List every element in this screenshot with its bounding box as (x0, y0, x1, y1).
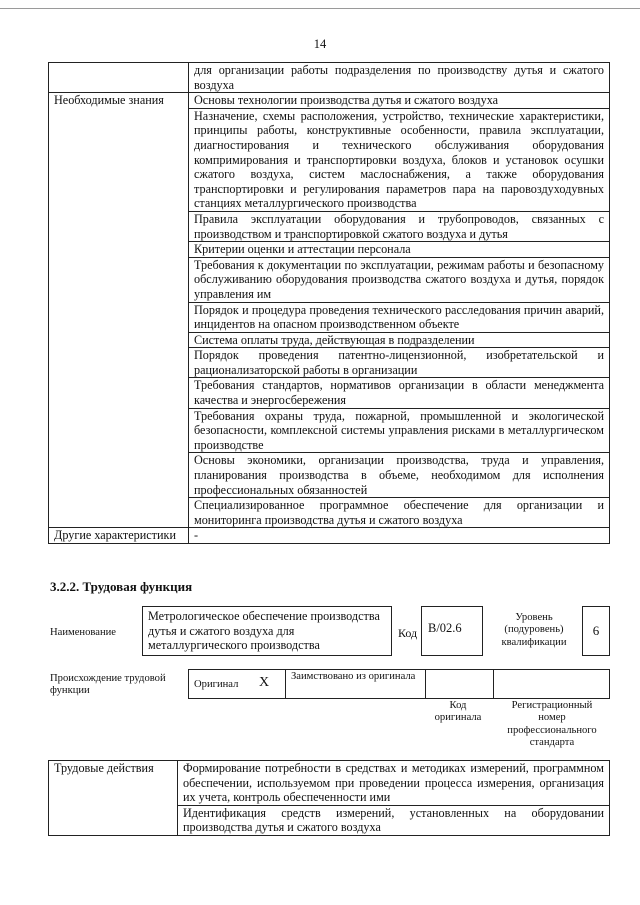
knowledge-item: Специализированное программное обеспечение для организации и мониторинга производства дутья и сжатого воздуха (189, 498, 610, 528)
other-characteristics-value: - (189, 528, 610, 544)
knowledge-item: Правила эксплуатации оборудования и трубопроводов, связанных с производством и транспортировкой сжатого воздуха и дутья (189, 211, 610, 241)
origin-row (188, 669, 610, 699)
level-label: Уровень (подуровень) квалификации (501, 612, 567, 648)
code-value: В/02.6 (428, 621, 462, 635)
table-row (49, 761, 610, 806)
code-label: Код (398, 626, 418, 640)
continuation-cell: для организации работы подразделения по производству дутья и сжатого воздуха (189, 63, 610, 93)
level-value: 6 (592, 623, 600, 638)
divider (493, 670, 494, 698)
page-number: 14 (313, 37, 327, 51)
origin-label: Происхождение трудовой функции (50, 673, 166, 697)
code-box (421, 606, 483, 656)
code-original-label: Код оригинала (434, 700, 482, 724)
table-row (49, 63, 610, 93)
knowledge-item: Основы экономики, организации производства, труда и управления, планирования производства в объеме, необходимом для исполнения профессиональных обязанностей (189, 453, 610, 498)
section-title: 3.2.2. Трудовая функция (50, 579, 193, 594)
divider (425, 670, 426, 698)
action-item: Идентификация средств измерений, установленных на оборудовании производства дутья и сжатого воздуха (178, 805, 610, 835)
knowledge-item: Основы технологии производства дутья и сжатого воздуха (189, 93, 610, 109)
action-item: Формирование потребности в средствах и методиках измерений, программном обеспечении, используемом при проведении процесса измерения, организация их учета, контроль обеспеченности ими (178, 761, 610, 806)
table-row (49, 528, 610, 544)
knowledge-item: Критерии оценки и аттестации персонала (189, 242, 610, 258)
knowledge-item: Система оплаты труда, действующая в подразделении (189, 332, 610, 348)
knowledge-item: Требования к документации по эксплуатации, режимам работы и безопасному обслуживанию оборудования производства сжатого воздуха и дутья, порядок управления им (189, 257, 610, 302)
knowledge-item: Требования охраны труда, пожарной, промышленной и экологической безопасности, комплексной системы управления рисками в металлургическом производстве (189, 408, 610, 453)
empty-label-cell (49, 63, 189, 93)
function-name-value: Метрологическое обеспечение производства дутья и сжатого воздуха для металлургического производства (148, 609, 380, 653)
original-label: Оригинал (194, 679, 239, 690)
table-row (49, 93, 610, 109)
level-box (582, 606, 610, 656)
original-mark: X (259, 675, 270, 690)
labor-actions-label: Трудовые действия (49, 761, 178, 836)
knowledge-table (48, 62, 610, 544)
divider (285, 670, 286, 698)
other-characteristics-label: Другие характеристики (49, 528, 189, 544)
knowledge-item: Порядок проведения патентно-лицензионной, изобретательской и рационализаторской работы в организации (189, 348, 610, 378)
actions-table (48, 760, 610, 836)
name-label: Наименование (50, 627, 116, 638)
borrowed-label: Заимствовано из оригинала (291, 671, 416, 682)
knowledge-item: Назначение, схемы расположения, устройство, технические характеристики, принципы работы, конструктивные особенности, правила эксплуатации, диагностирования и технического обслуживания оборудования компримирования и транспортировки воздуха, блоков и установок осушки сжатого воздуха, систем маслоснабжения, а также оборудования транспортировки и регулирования параметров пара на паровоздуходувных станциях металлургического производства (189, 108, 610, 211)
top-rule (0, 8, 640, 9)
reg-number-label: Регистрационный номер профессионального стандарта (507, 700, 597, 749)
function-name-box (142, 606, 392, 656)
knowledge-item: Требования стандартов, нормативов организации в области менеджмента качества и энергосбережения (189, 378, 610, 408)
knowledge-item: Порядок и процедура проведения технического расследования причин аварий, инцидентов на опасном производственном объекте (189, 302, 610, 332)
required-knowledge-label: Необходимые знания (49, 93, 189, 528)
